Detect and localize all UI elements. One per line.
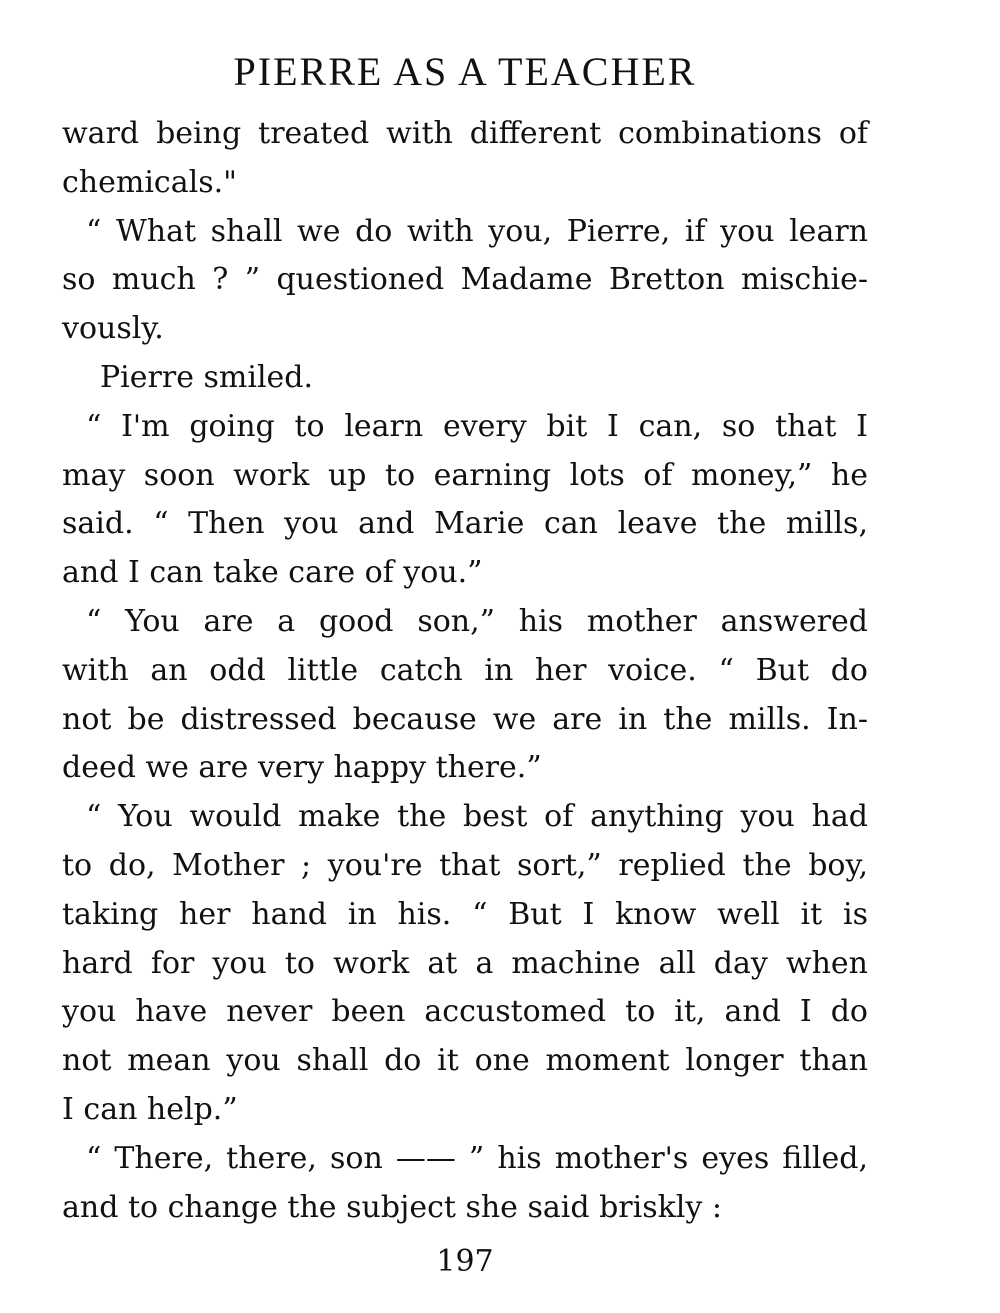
text-line: “ I'm going to learn every bit I can, so that I (86, 408, 868, 444)
text-line: Pierre smiled. (100, 359, 314, 395)
text-line: may soon work up to earning lots of money,” he (62, 457, 868, 493)
page-number: 197 (436, 1244, 494, 1279)
text-line: “ You are a good son,” his mother answered (86, 603, 868, 639)
text-line: not be distressed because we are in the mills. In- (62, 701, 868, 737)
text-line: I can help.” (62, 1091, 238, 1127)
text-line: “ What shall we do with you, Pierre, if you learn (86, 213, 868, 249)
text-line: and I can take care of you.” (62, 555, 483, 591)
text-line: “ You would make the best of anything you had (86, 799, 868, 835)
text-line: said. “ Then you and Marie can leave the mills, (62, 506, 868, 542)
text-line: vously. (62, 311, 164, 347)
text-line: to do, Mother ; you're that sort,” replied the boy, (62, 847, 868, 883)
text-line: ward being treated with different combinations of (62, 116, 868, 151)
text-line: deed we are very happy there.” (62, 750, 542, 786)
text-line: not mean you shall do it one moment longer than (62, 1043, 868, 1079)
running-title: PIERRE AS A TEACHER (233, 49, 697, 94)
body-text (62, 110, 868, 1232)
text-line: you have never been accustomed to it, and I do (62, 994, 868, 1030)
text-line: taking her hand in his. “ But I know well it is (62, 896, 868, 932)
text-line: chemicals." (62, 164, 237, 200)
text-line: “ There, there, son —— ” his mother's eyes filled, (86, 1140, 868, 1176)
text-line: with an odd little catch in her voice. “ But do (62, 652, 868, 688)
text-line: so much ? ” questioned Madame Bretton mischie- (62, 262, 868, 298)
text-line: hard for you to work at a machine all day when (62, 945, 868, 981)
text-line: and to change the subject she said briskly : (62, 1189, 722, 1225)
